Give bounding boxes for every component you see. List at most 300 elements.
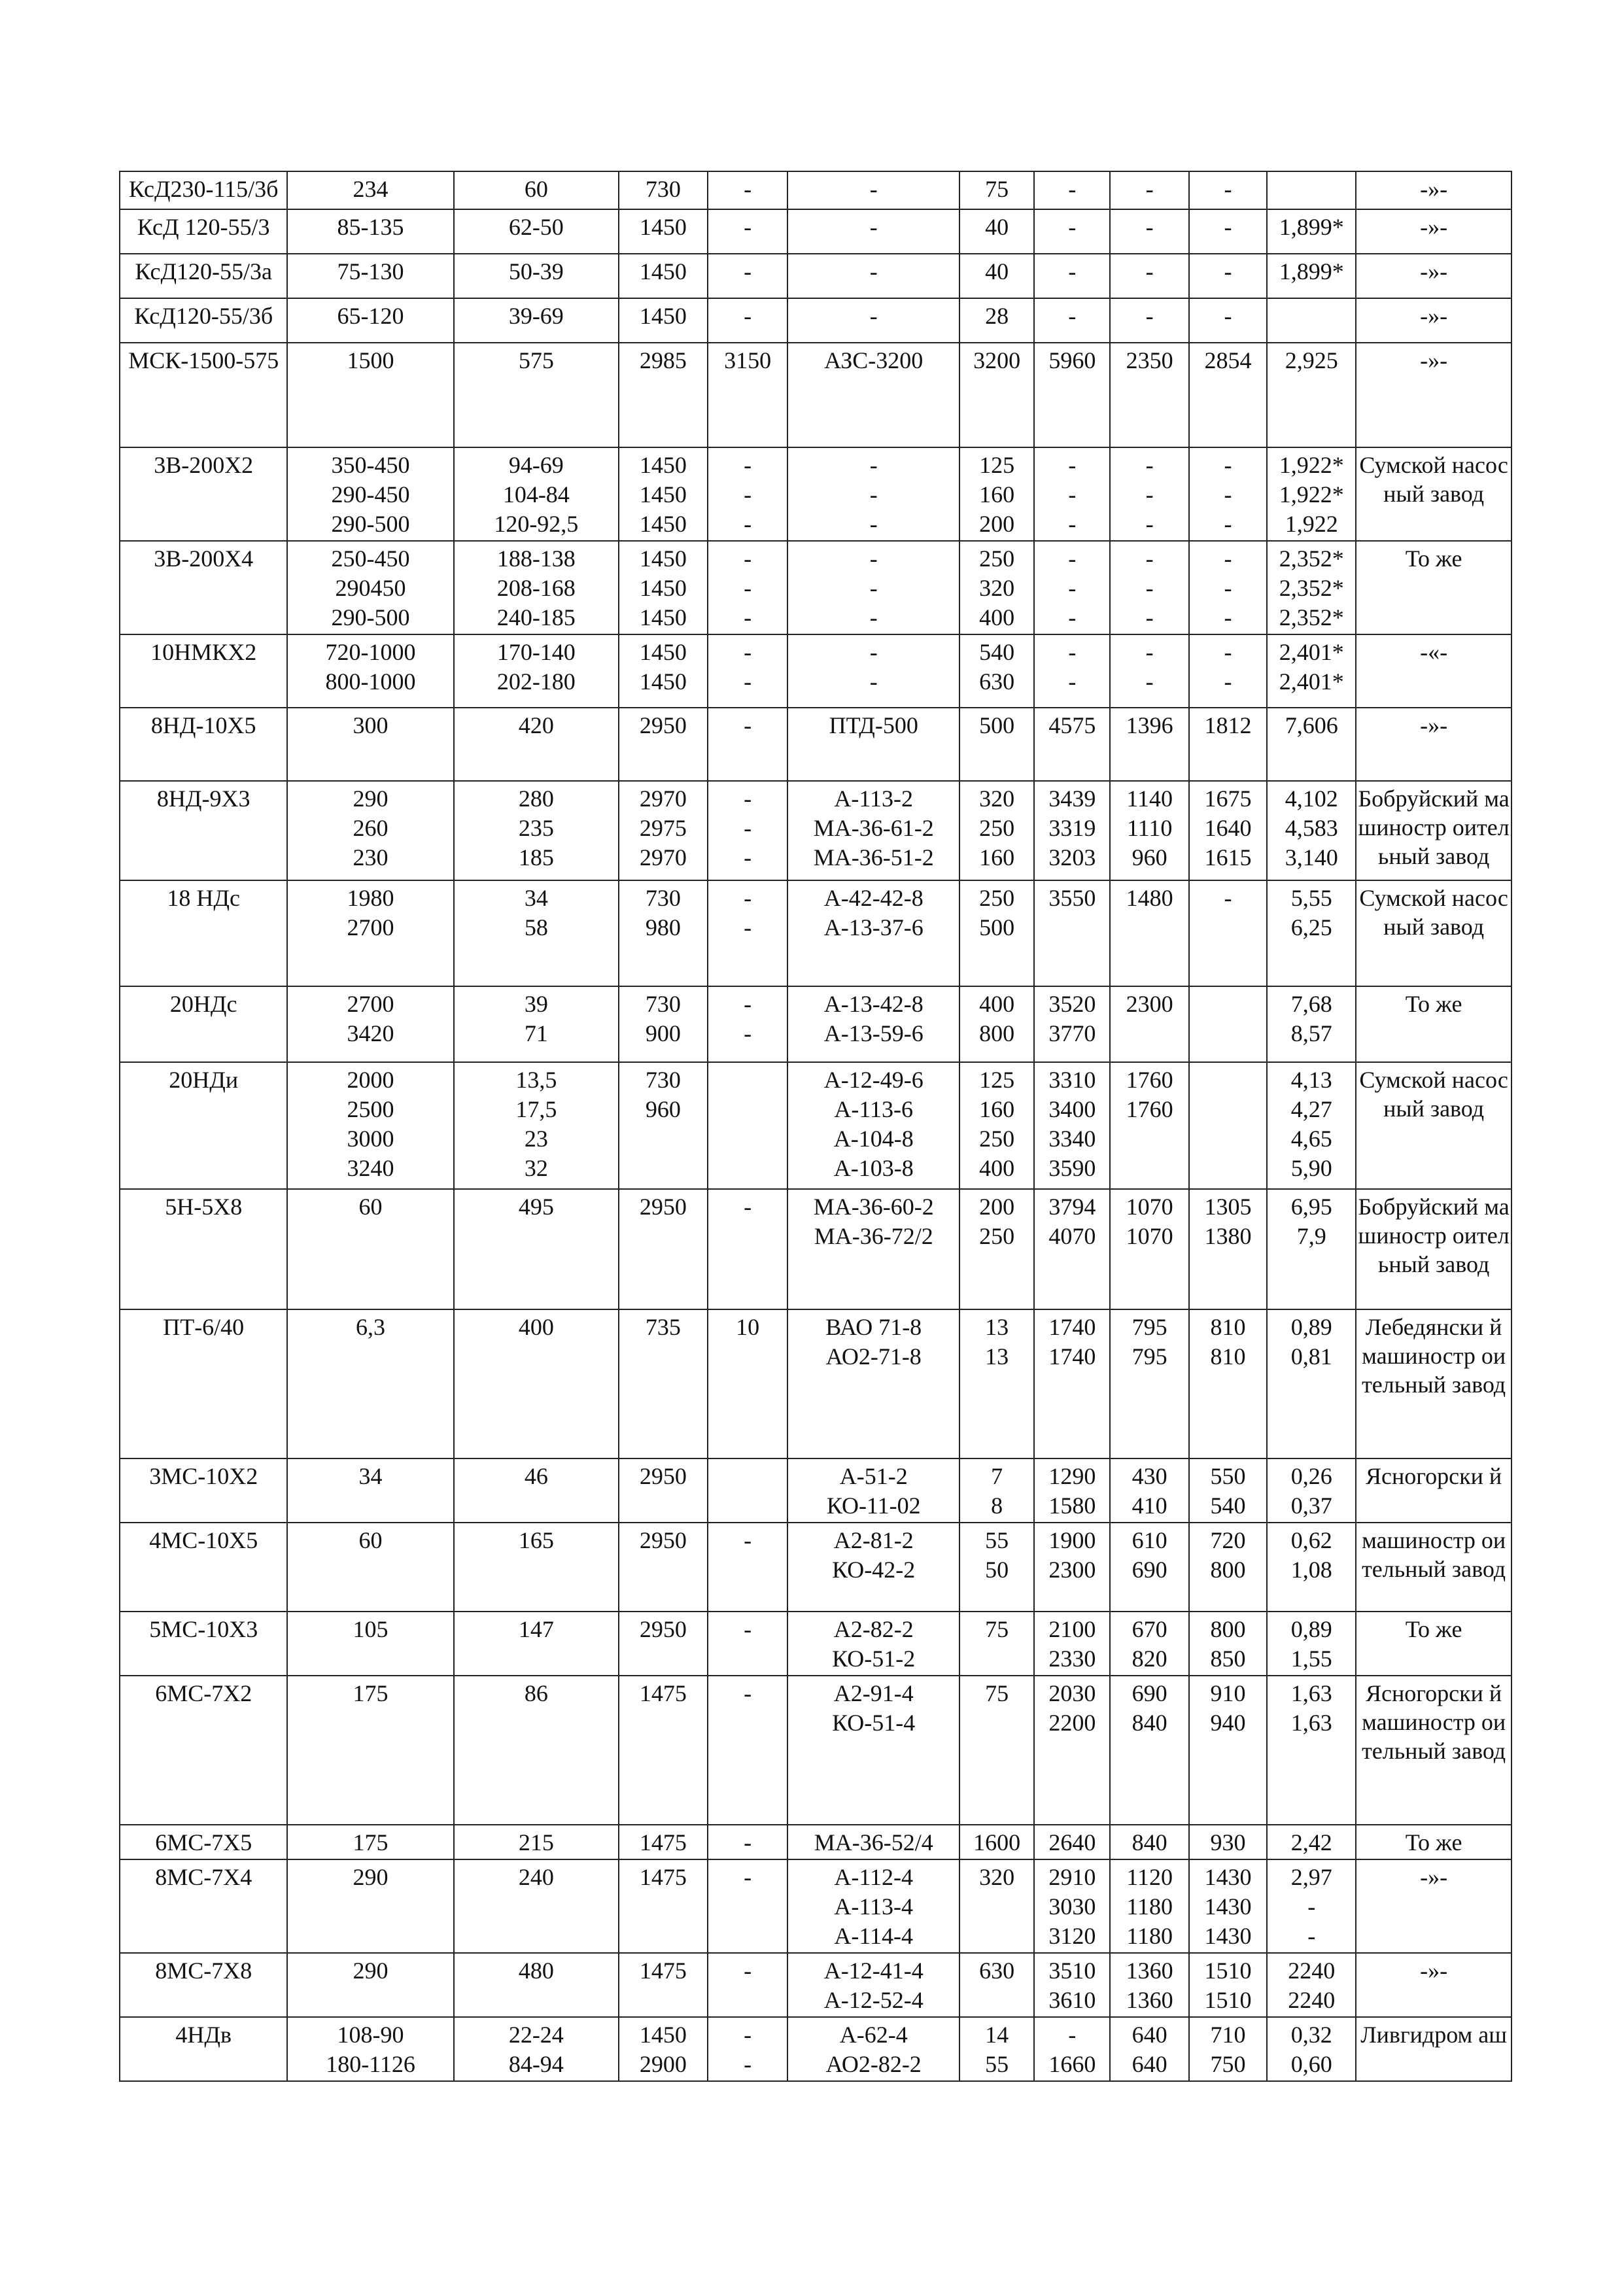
- table-cell: - - -: [708, 781, 787, 880]
- table-cell: 1500: [287, 343, 453, 447]
- table-cell: - -: [708, 2017, 787, 2081]
- table-cell: 75: [959, 1676, 1034, 1825]
- table-cell: 430 410: [1110, 1458, 1188, 1523]
- table-cell: 1070 1070: [1110, 1189, 1188, 1309]
- table-cell: 1980 2700: [287, 880, 453, 986]
- table-cell: 108-90 180-1126: [287, 2017, 453, 2081]
- table-cell: - -: [708, 634, 787, 708]
- table-cell: 7,606: [1267, 708, 1356, 781]
- table-cell: - - -: [708, 541, 787, 634]
- table-cell: 1900 2300: [1034, 1523, 1110, 1612]
- table-cell: [1267, 171, 1356, 209]
- table-cell: 2000 2500 3000 3240: [287, 1062, 453, 1189]
- table-cell: 1475: [619, 1859, 708, 1953]
- table-cell: -: [1034, 254, 1110, 298]
- table-cell: 1450 1450: [619, 634, 708, 708]
- pump-model-cell: МСК-1500-575: [120, 343, 287, 447]
- table-cell: 2,97 - -: [1267, 1859, 1356, 1953]
- table-cell: 34: [287, 1458, 453, 1523]
- manufacturer-cell: -»-: [1356, 171, 1512, 209]
- table-cell: -: [708, 171, 787, 209]
- table-cell: 50-39: [454, 254, 619, 298]
- table-cell: 730 960: [619, 1062, 708, 1189]
- manufacturer-cell: Ясногорски й машиностр оительный завод: [1356, 1676, 1512, 1825]
- table-cell: 55 50: [959, 1523, 1034, 1612]
- pump-model-cell: 6МС-7Х2: [120, 1676, 287, 1825]
- table-cell: 0,89 1,55: [1267, 1612, 1356, 1676]
- table-cell: 1475: [619, 1676, 708, 1825]
- table-cell: -: [1189, 880, 1267, 986]
- table-cell: 14 55: [959, 2017, 1034, 2081]
- table-cell: 1450: [619, 298, 708, 343]
- table-row: [120, 1458, 1512, 1523]
- manufacturer-cell: То же: [1356, 1825, 1512, 1859]
- table-cell: - - -: [787, 447, 959, 541]
- manufacturer-cell: Сумской насосный завод: [1356, 447, 1512, 541]
- table-cell: - - -: [1189, 447, 1267, 541]
- table-cell: -: [708, 254, 787, 298]
- table-cell: - - -: [1110, 541, 1188, 634]
- table-cell: 320: [959, 1859, 1034, 1953]
- manufacturer-cell: Бобруйский машиностр оительный завод: [1356, 1189, 1512, 1309]
- pump-model-cell: 8МС-7Х4: [120, 1859, 287, 1953]
- table-cell: -: [708, 708, 787, 781]
- table-cell: 2100 2330: [1034, 1612, 1110, 1676]
- table-cell: А2-81-2 КО-42-2: [787, 1523, 959, 1612]
- table-cell: 188-138 208-168 240-185: [454, 541, 619, 634]
- table-cell: -: [1189, 209, 1267, 254]
- table-cell: ПТД-500: [787, 708, 959, 781]
- table-cell: 720-1000 800-1000: [287, 634, 453, 708]
- manufacturer-cell: То же: [1356, 1612, 1512, 1676]
- table-cell: -: [708, 209, 787, 254]
- manufacturer-cell: Сумской насосный завод: [1356, 1062, 1512, 1189]
- table-row: [120, 708, 1512, 781]
- table-cell: 170-140 202-180: [454, 634, 619, 708]
- table-row: [120, 2017, 1512, 2081]
- manufacturer-cell: Ливгидром аш: [1356, 2017, 1512, 2081]
- table-cell: 2,352* 2,352* 2,352*: [1267, 541, 1356, 634]
- table-row: [120, 171, 1512, 209]
- table-cell: ВАО 71-8 АО2-71-8: [787, 1309, 959, 1458]
- table-cell: 1450: [619, 209, 708, 254]
- table-cell: 2985: [619, 343, 708, 447]
- table-row: [120, 209, 1512, 254]
- manufacturer-cell: -»-: [1356, 298, 1512, 343]
- table-cell: 7,68 8,57: [1267, 986, 1356, 1062]
- table-cell: 240: [454, 1859, 619, 1953]
- table-cell: 2240 2240: [1267, 1953, 1356, 2017]
- table-cell: 2,42: [1267, 1825, 1356, 1859]
- table-cell: 4575: [1034, 708, 1110, 781]
- pump-model-cell: КсД 120-55/3: [120, 209, 287, 254]
- table-cell: 0,32 0,60: [1267, 2017, 1356, 2081]
- table-cell: - 1660: [1034, 2017, 1110, 2081]
- manufacturer-cell: Сумской насосный завод: [1356, 880, 1512, 986]
- table-cell: 165: [454, 1523, 619, 1612]
- table-cell: 85-135: [287, 209, 453, 254]
- table-cell: 2950: [619, 708, 708, 781]
- table-cell: 1,63 1,63: [1267, 1676, 1356, 1825]
- table-cell: 250-450 290450 290-500: [287, 541, 453, 634]
- table-cell: 2950: [619, 1612, 708, 1676]
- table-row: [120, 1523, 1512, 1612]
- table-cell: -: [708, 1612, 787, 1676]
- table-cell: 630: [959, 1953, 1034, 2017]
- table-cell: 290 260 230: [287, 781, 453, 880]
- table-cell: 2,401* 2,401*: [1267, 634, 1356, 708]
- table-cell: 730: [619, 171, 708, 209]
- table-cell: [1189, 1062, 1267, 1189]
- table-cell: А-12-41-4 А-12-52-4: [787, 1953, 959, 2017]
- table-cell: 3794 4070: [1034, 1189, 1110, 1309]
- table-cell: 1760 1760: [1110, 1062, 1188, 1189]
- table-cell: -: [708, 1953, 787, 2017]
- table-cell: А2-82-2 КО-51-2: [787, 1612, 959, 1676]
- table-cell: 200 250: [959, 1189, 1034, 1309]
- table-cell: 1812: [1189, 708, 1267, 781]
- table-cell: 6,3: [287, 1309, 453, 1458]
- table-cell: АЗС-3200: [787, 343, 959, 447]
- table-cell: 800 850: [1189, 1612, 1267, 1676]
- table-cell: 5960: [1034, 343, 1110, 447]
- pump-model-cell: КсД120-55/3а: [120, 254, 287, 298]
- manufacturer-cell: Бобруйский машиностр оительный завод: [1356, 781, 1512, 880]
- pump-model-cell: 5МС-10Х3: [120, 1612, 287, 1676]
- pump-model-cell: 8НД-10Х5: [120, 708, 287, 781]
- table-cell: - - -: [1110, 447, 1188, 541]
- table-cell: 1140 1110 960: [1110, 781, 1188, 880]
- table-row: [120, 298, 1512, 343]
- table-cell: А-13-42-8 А-13-59-6: [787, 986, 959, 1062]
- pump-model-cell: 3В-200Х4: [120, 541, 287, 634]
- pump-model-cell: 6МС-7Х5: [120, 1825, 287, 1859]
- table-cell: А-51-2 КО-11-02: [787, 1458, 959, 1523]
- table-cell: 2910 3030 3120: [1034, 1859, 1110, 1953]
- manufacturer-cell: -»-: [1356, 343, 1512, 447]
- table-cell: 730 900: [619, 986, 708, 1062]
- pump-model-cell: 3МС-10Х2: [120, 1458, 287, 1523]
- table-cell: 795 795: [1110, 1309, 1188, 1458]
- table-row: [120, 1309, 1512, 1458]
- table-cell: 250 500: [959, 880, 1034, 986]
- table-cell: 39 71: [454, 986, 619, 1062]
- table-cell: -: [787, 298, 959, 343]
- table-cell: 3150: [708, 343, 787, 447]
- table-cell: 1475: [619, 1953, 708, 2017]
- table-row: [120, 986, 1512, 1062]
- table-cell: 290: [287, 1953, 453, 2017]
- table-cell: 40: [959, 209, 1034, 254]
- table-cell: 1740 1740: [1034, 1309, 1110, 1458]
- table-cell: -: [787, 254, 959, 298]
- table-cell: 147: [454, 1612, 619, 1676]
- table-cell: 810 810: [1189, 1309, 1267, 1458]
- manufacturer-cell: То же: [1356, 986, 1512, 1062]
- table-cell: 400 800: [959, 986, 1034, 1062]
- table-cell: 2950: [619, 1189, 708, 1309]
- table-cell: МА-36-52/4: [787, 1825, 959, 1859]
- table-cell: 1450 1450 1450: [619, 447, 708, 541]
- table-cell: - - -: [787, 541, 959, 634]
- pump-model-cell: 3В-200Х2: [120, 447, 287, 541]
- table-row: [120, 1859, 1512, 1953]
- table-cell: 1675 1640 1615: [1189, 781, 1267, 880]
- table-cell: 735: [619, 1309, 708, 1458]
- table-cell: 3510 3610: [1034, 1953, 1110, 2017]
- table-cell: 4,13 4,27 4,65 5,90: [1267, 1062, 1356, 1189]
- table-cell: -: [1110, 298, 1188, 343]
- table-cell: 40: [959, 254, 1034, 298]
- table-cell: 46: [454, 1458, 619, 1523]
- table-row: [120, 634, 1512, 708]
- table-cell: 60: [454, 171, 619, 209]
- table-cell: 3200: [959, 343, 1034, 447]
- table-cell: 1430 1430 1430: [1189, 1859, 1267, 1953]
- table-cell: -: [1110, 254, 1188, 298]
- table-cell: 234: [287, 171, 453, 209]
- table-cell: А-112-4 А-113-4 А-114-4: [787, 1859, 959, 1953]
- table-row: [120, 880, 1512, 986]
- table-cell: 720 800: [1189, 1523, 1267, 1612]
- table-cell: 75: [959, 1612, 1034, 1676]
- table-cell: - - -: [1034, 541, 1110, 634]
- table-cell: 62-50: [454, 209, 619, 254]
- table-cell: -: [1034, 209, 1110, 254]
- table-row: [120, 541, 1512, 634]
- manufacturer-cell: -»-: [1356, 1953, 1512, 2017]
- table-cell: -: [708, 1825, 787, 1859]
- table-cell: А-62-4 АО2-82-2: [787, 2017, 959, 2081]
- pump-model-cell: 4НДв: [120, 2017, 287, 2081]
- table-cell: 930: [1189, 1825, 1267, 1859]
- table-cell: - -: [708, 880, 787, 986]
- table-cell: 60: [287, 1523, 453, 1612]
- table-cell: 910 940: [1189, 1676, 1267, 1825]
- table-cell: 575: [454, 343, 619, 447]
- table-cell: 1396: [1110, 708, 1188, 781]
- table-cell: 3439 3319 3203: [1034, 781, 1110, 880]
- table-row: [120, 254, 1512, 298]
- table-cell: 840: [1110, 1825, 1188, 1859]
- manufacturer-cell: -»-: [1356, 254, 1512, 298]
- table-cell: 105: [287, 1612, 453, 1676]
- table-cell: 2,925: [1267, 343, 1356, 447]
- table-cell: [1189, 986, 1267, 1062]
- table-cell: -: [787, 171, 959, 209]
- table-cell: 550 540: [1189, 1458, 1267, 1523]
- table-cell: 7 8: [959, 1458, 1034, 1523]
- table-cell: - -: [787, 634, 959, 708]
- table-cell: -: [1034, 298, 1110, 343]
- table-cell: 175: [287, 1825, 453, 1859]
- table-cell: 75-130: [287, 254, 453, 298]
- table-cell: 290: [287, 1859, 453, 1953]
- table-cell: А-113-2 МА-36-61-2 МА-36-51-2: [787, 781, 959, 880]
- table-cell: 2640: [1034, 1825, 1110, 1859]
- table-cell: 420: [454, 708, 619, 781]
- manufacturer-cell: -»-: [1356, 1859, 1512, 1953]
- table-cell: 2700 3420: [287, 986, 453, 1062]
- table-cell: А-12-49-6 А-113-6 А-104-8 А-103-8: [787, 1062, 959, 1189]
- table-cell: 4,102 4,583 3,140: [1267, 781, 1356, 880]
- table-cell: 670 820: [1110, 1612, 1188, 1676]
- table-cell: 60: [287, 1189, 453, 1309]
- pump-model-cell: 5Н-5Х8: [120, 1189, 287, 1309]
- table-cell: 500: [959, 708, 1034, 781]
- table-cell: 400: [454, 1309, 619, 1458]
- table-cell: -: [1110, 209, 1188, 254]
- table-cell: 280 235 185: [454, 781, 619, 880]
- table-cell: 1475: [619, 1825, 708, 1859]
- pump-model-cell: 20НДи: [120, 1062, 287, 1189]
- table-cell: 5,55 6,25: [1267, 880, 1356, 986]
- table-cell: А2-91-4 КО-51-4: [787, 1676, 959, 1825]
- table-cell: -: [1110, 171, 1188, 209]
- pump-model-cell: КсД120-55/3б: [120, 298, 287, 343]
- table-cell: МА-36-60-2 МА-36-72/2: [787, 1189, 959, 1309]
- table-cell: 13 13: [959, 1309, 1034, 1458]
- table-cell: 94-69 104-84 120-92,5: [454, 447, 619, 541]
- table-cell: [1267, 298, 1356, 343]
- table-row: [120, 343, 1512, 447]
- table-cell: 0,26 0,37: [1267, 1458, 1356, 1523]
- table-row: [120, 781, 1512, 880]
- table-cell: 39-69: [454, 298, 619, 343]
- table-cell: 610 690: [1110, 1523, 1188, 1612]
- table-cell: - -: [1189, 634, 1267, 708]
- table-cell: 540 630: [959, 634, 1034, 708]
- table-cell: 1,899*: [1267, 209, 1356, 254]
- manufacturer-cell: -«-: [1356, 634, 1512, 708]
- pump-model-cell: ПТ-6/40: [120, 1309, 287, 1458]
- table-row: [120, 1189, 1512, 1309]
- table-cell: 34 58: [454, 880, 619, 986]
- table-cell: -: [1189, 298, 1267, 343]
- table-cell: 1,922* 1,922* 1,922: [1267, 447, 1356, 541]
- table-cell: 1120 1180 1180: [1110, 1859, 1188, 1953]
- table-cell: 3310 3400 3340 3590: [1034, 1062, 1110, 1189]
- table-cell: 10: [708, 1309, 787, 1458]
- table-row: [120, 1612, 1512, 1676]
- table-body: [120, 171, 1512, 2081]
- table-cell: 125 160 200: [959, 447, 1034, 541]
- table-cell: 3550: [1034, 880, 1110, 986]
- table-cell: 1450: [619, 254, 708, 298]
- table-cell: 175: [287, 1676, 453, 1825]
- table-cell: 22-24 84-94: [454, 2017, 619, 2081]
- table-row: [120, 1676, 1512, 1825]
- table-cell: 75: [959, 171, 1034, 209]
- pump-model-cell: КсД230-115/3б: [120, 171, 287, 209]
- table-cell: 730 980: [619, 880, 708, 986]
- table-cell: 1360 1360: [1110, 1953, 1188, 2017]
- table-cell: 65-120: [287, 298, 453, 343]
- table-cell: 125 160 250 400: [959, 1062, 1034, 1189]
- table-cell: 1480: [1110, 880, 1188, 986]
- table-cell: - -: [1110, 634, 1188, 708]
- table-cell: 480: [454, 1953, 619, 2017]
- table-cell: 3520 3770: [1034, 986, 1110, 1062]
- table-cell: 1290 1580: [1034, 1458, 1110, 1523]
- table-cell: -: [787, 209, 959, 254]
- table-cell: 2854: [1189, 343, 1267, 447]
- manufacturer-cell: -»-: [1356, 708, 1512, 781]
- table-row: [120, 447, 1512, 541]
- table-cell: [708, 1062, 787, 1189]
- table-cell: 710 750: [1189, 2017, 1267, 2081]
- table-cell: 215: [454, 1825, 619, 1859]
- pump-model-cell: 20НДс: [120, 986, 287, 1062]
- manufacturer-cell: -»-: [1356, 209, 1512, 254]
- table-cell: 6,95 7,9: [1267, 1189, 1356, 1309]
- table-cell: 2350: [1110, 343, 1188, 447]
- table-cell: 1,899*: [1267, 254, 1356, 298]
- table-cell: - -: [1034, 634, 1110, 708]
- table-cell: 350-450 290-450 290-500: [287, 447, 453, 541]
- table-cell: 320 250 160: [959, 781, 1034, 880]
- table-cell: - - -: [1189, 541, 1267, 634]
- table-cell: 250 320 400: [959, 541, 1034, 634]
- pump-specifications-table: [119, 171, 1512, 2082]
- table-cell: -: [708, 1859, 787, 1953]
- table-cell: 2950: [619, 1523, 708, 1612]
- table-cell: 0,89 0,81: [1267, 1309, 1356, 1458]
- table-cell: 300: [287, 708, 453, 781]
- pump-model-cell: 18 НДс: [120, 880, 287, 986]
- table-row: [120, 1953, 1512, 2017]
- table-cell: 2300: [1110, 986, 1188, 1062]
- table-cell: А-42-42-8 А-13-37-6: [787, 880, 959, 986]
- table-cell: - - -: [708, 447, 787, 541]
- table-cell: -: [708, 1676, 787, 1825]
- table-cell: -: [1189, 171, 1267, 209]
- pump-model-cell: 4МС-10Х5: [120, 1523, 287, 1612]
- table-cell: 0,62 1,08: [1267, 1523, 1356, 1612]
- table-cell: 495: [454, 1189, 619, 1309]
- pump-model-cell: 8МС-7Х8: [120, 1953, 287, 2017]
- table-cell: -: [1034, 171, 1110, 209]
- pump-model-cell: 8НД-9Х3: [120, 781, 287, 880]
- table-cell: 1510 1510: [1189, 1953, 1267, 2017]
- table-cell: - - -: [1034, 447, 1110, 541]
- table-cell: -: [708, 1523, 787, 1612]
- table-cell: -: [708, 298, 787, 343]
- table-cell: 13,5 17,5 23 32: [454, 1062, 619, 1189]
- table-cell: 690 840: [1110, 1676, 1188, 1825]
- table-cell: -: [708, 1189, 787, 1309]
- manufacturer-cell: машиностр оительный завод: [1356, 1523, 1512, 1612]
- manufacturer-cell: То же: [1356, 541, 1512, 634]
- table-cell: 2950: [619, 1458, 708, 1523]
- table-cell: 640 640: [1110, 2017, 1188, 2081]
- table-cell: 28: [959, 298, 1034, 343]
- table-cell: 2030 2200: [1034, 1676, 1110, 1825]
- table-row: [120, 1825, 1512, 1859]
- table-cell: 86: [454, 1676, 619, 1825]
- pump-model-cell: 10НМКХ2: [120, 634, 287, 708]
- table-cell: 1450 1450 1450: [619, 541, 708, 634]
- table-cell: -: [1189, 254, 1267, 298]
- table-cell: 1450 2900: [619, 2017, 708, 2081]
- table-cell: 1305 1380: [1189, 1189, 1267, 1309]
- table-cell: 2970 2975 2970: [619, 781, 708, 880]
- table-cell: 1600: [959, 1825, 1034, 1859]
- table-cell: - -: [708, 986, 787, 1062]
- table-cell: [708, 1458, 787, 1523]
- manufacturer-cell: Ясногорски й: [1356, 1458, 1512, 1523]
- table-row: [120, 1062, 1512, 1189]
